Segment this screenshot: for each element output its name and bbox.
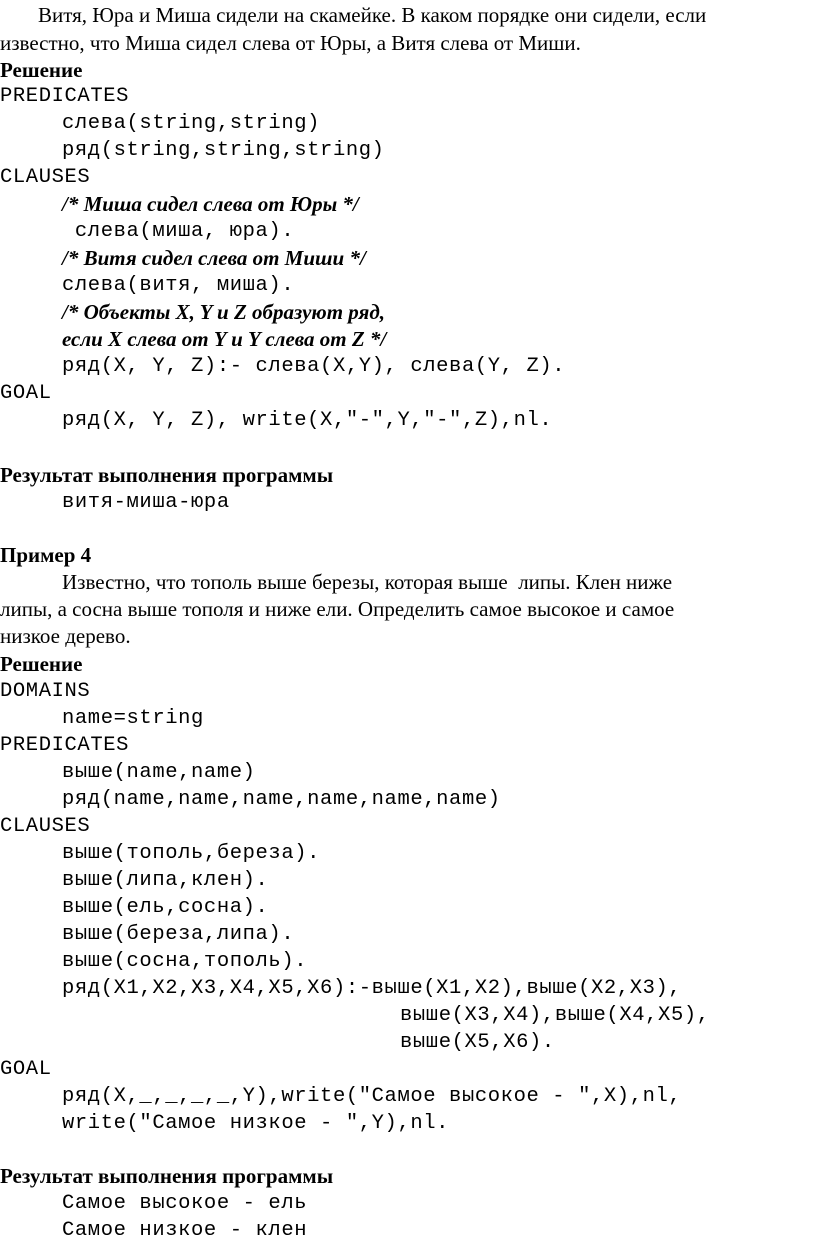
result-line: витя-миша-юра [62, 491, 230, 514]
code-line: выше(береза,липа). [62, 923, 295, 946]
result-heading: Результат выполнения программы [0, 1164, 334, 1188]
problem-text-line: Витя, Юра и Миша сидели на скамейке. В каком порядке они сидели, если [38, 3, 707, 27]
result-heading: Результат выполнения программы [0, 463, 334, 487]
code-line: ряд(X,_,_,_,_,Y),write("Самое высокое - ",X),nl, [62, 1085, 682, 1108]
example-heading: Пример 4 [0, 543, 92, 567]
code-line: PREDICATES [0, 85, 130, 108]
code-line: write("Самое низкое - ",Y),nl. [62, 1112, 450, 1135]
problem-text-line: липы, а сосна выше тополя и ниже ели. Определить самое высокое и самое [0, 597, 675, 621]
code-line: CLAUSES [0, 166, 91, 189]
code-comment: если X слева от Y и Y слева от Z */ [62, 327, 387, 351]
problem-text-line: низкое дерево. [0, 624, 131, 648]
code-line: ряд(X, Y, Z):- слева(X,Y), слева(Y, Z). [62, 355, 566, 378]
code-line: CLAUSES [0, 815, 91, 838]
code-line: name=string [62, 707, 204, 730]
code-line: GOAL [0, 1058, 52, 1081]
code-line: GOAL [0, 382, 52, 405]
solution-heading: Решение [0, 58, 83, 82]
code-line: выше(сосна,тополь). [62, 950, 308, 973]
code-line: выше(тополь,береза). [62, 842, 321, 865]
code-line: слева(миша, юра). [62, 220, 295, 243]
result-line: Самое высокое - ель [62, 1192, 308, 1215]
code-line: ряд(X, Y, Z), write(X,"-",Y,"-",Z),nl. [62, 409, 553, 432]
code-line: DOMAINS [0, 680, 91, 703]
code-comment: /* Объекты X, Y и Z образуют ряд, [62, 300, 386, 324]
problem-text-line: Известно, что тополь выше березы, которая выше липы. Клен ниже [62, 570, 673, 594]
code-line: выше(name,name) [62, 761, 256, 784]
code-line: слева(string,string) [62, 112, 321, 135]
code-comment: /* Витя сидел слева от Миши */ [62, 246, 366, 270]
code-line: PREDICATES [0, 734, 130, 757]
code-line: выше(липа,клен). [62, 869, 269, 892]
code-line: выше(ель,сосна). [62, 896, 269, 919]
code-line: слева(витя, миша). [62, 274, 295, 297]
code-line: ряд(X1,X2,X3,X4,X5,X6):-выше(X1,X2),выше(X2,X3), [62, 977, 682, 1000]
solution-heading: Решение [0, 652, 83, 676]
code-line: выше(X3,X4),выше(X4,X5), [400, 1004, 710, 1027]
code-line: ряд(name,name,name,name,name,name) [62, 788, 501, 811]
result-line: Самое низкое - клен [62, 1219, 308, 1242]
code-line: выше(X5,X6). [400, 1031, 555, 1054]
code-comment: /* Миша сидел слева от Юры */ [62, 192, 359, 216]
code-line: ряд(string,string,string) [62, 139, 385, 162]
problem-text-line: известно, что Миша сидел слева от Юры, а Витя слева от Миши. [0, 31, 581, 55]
